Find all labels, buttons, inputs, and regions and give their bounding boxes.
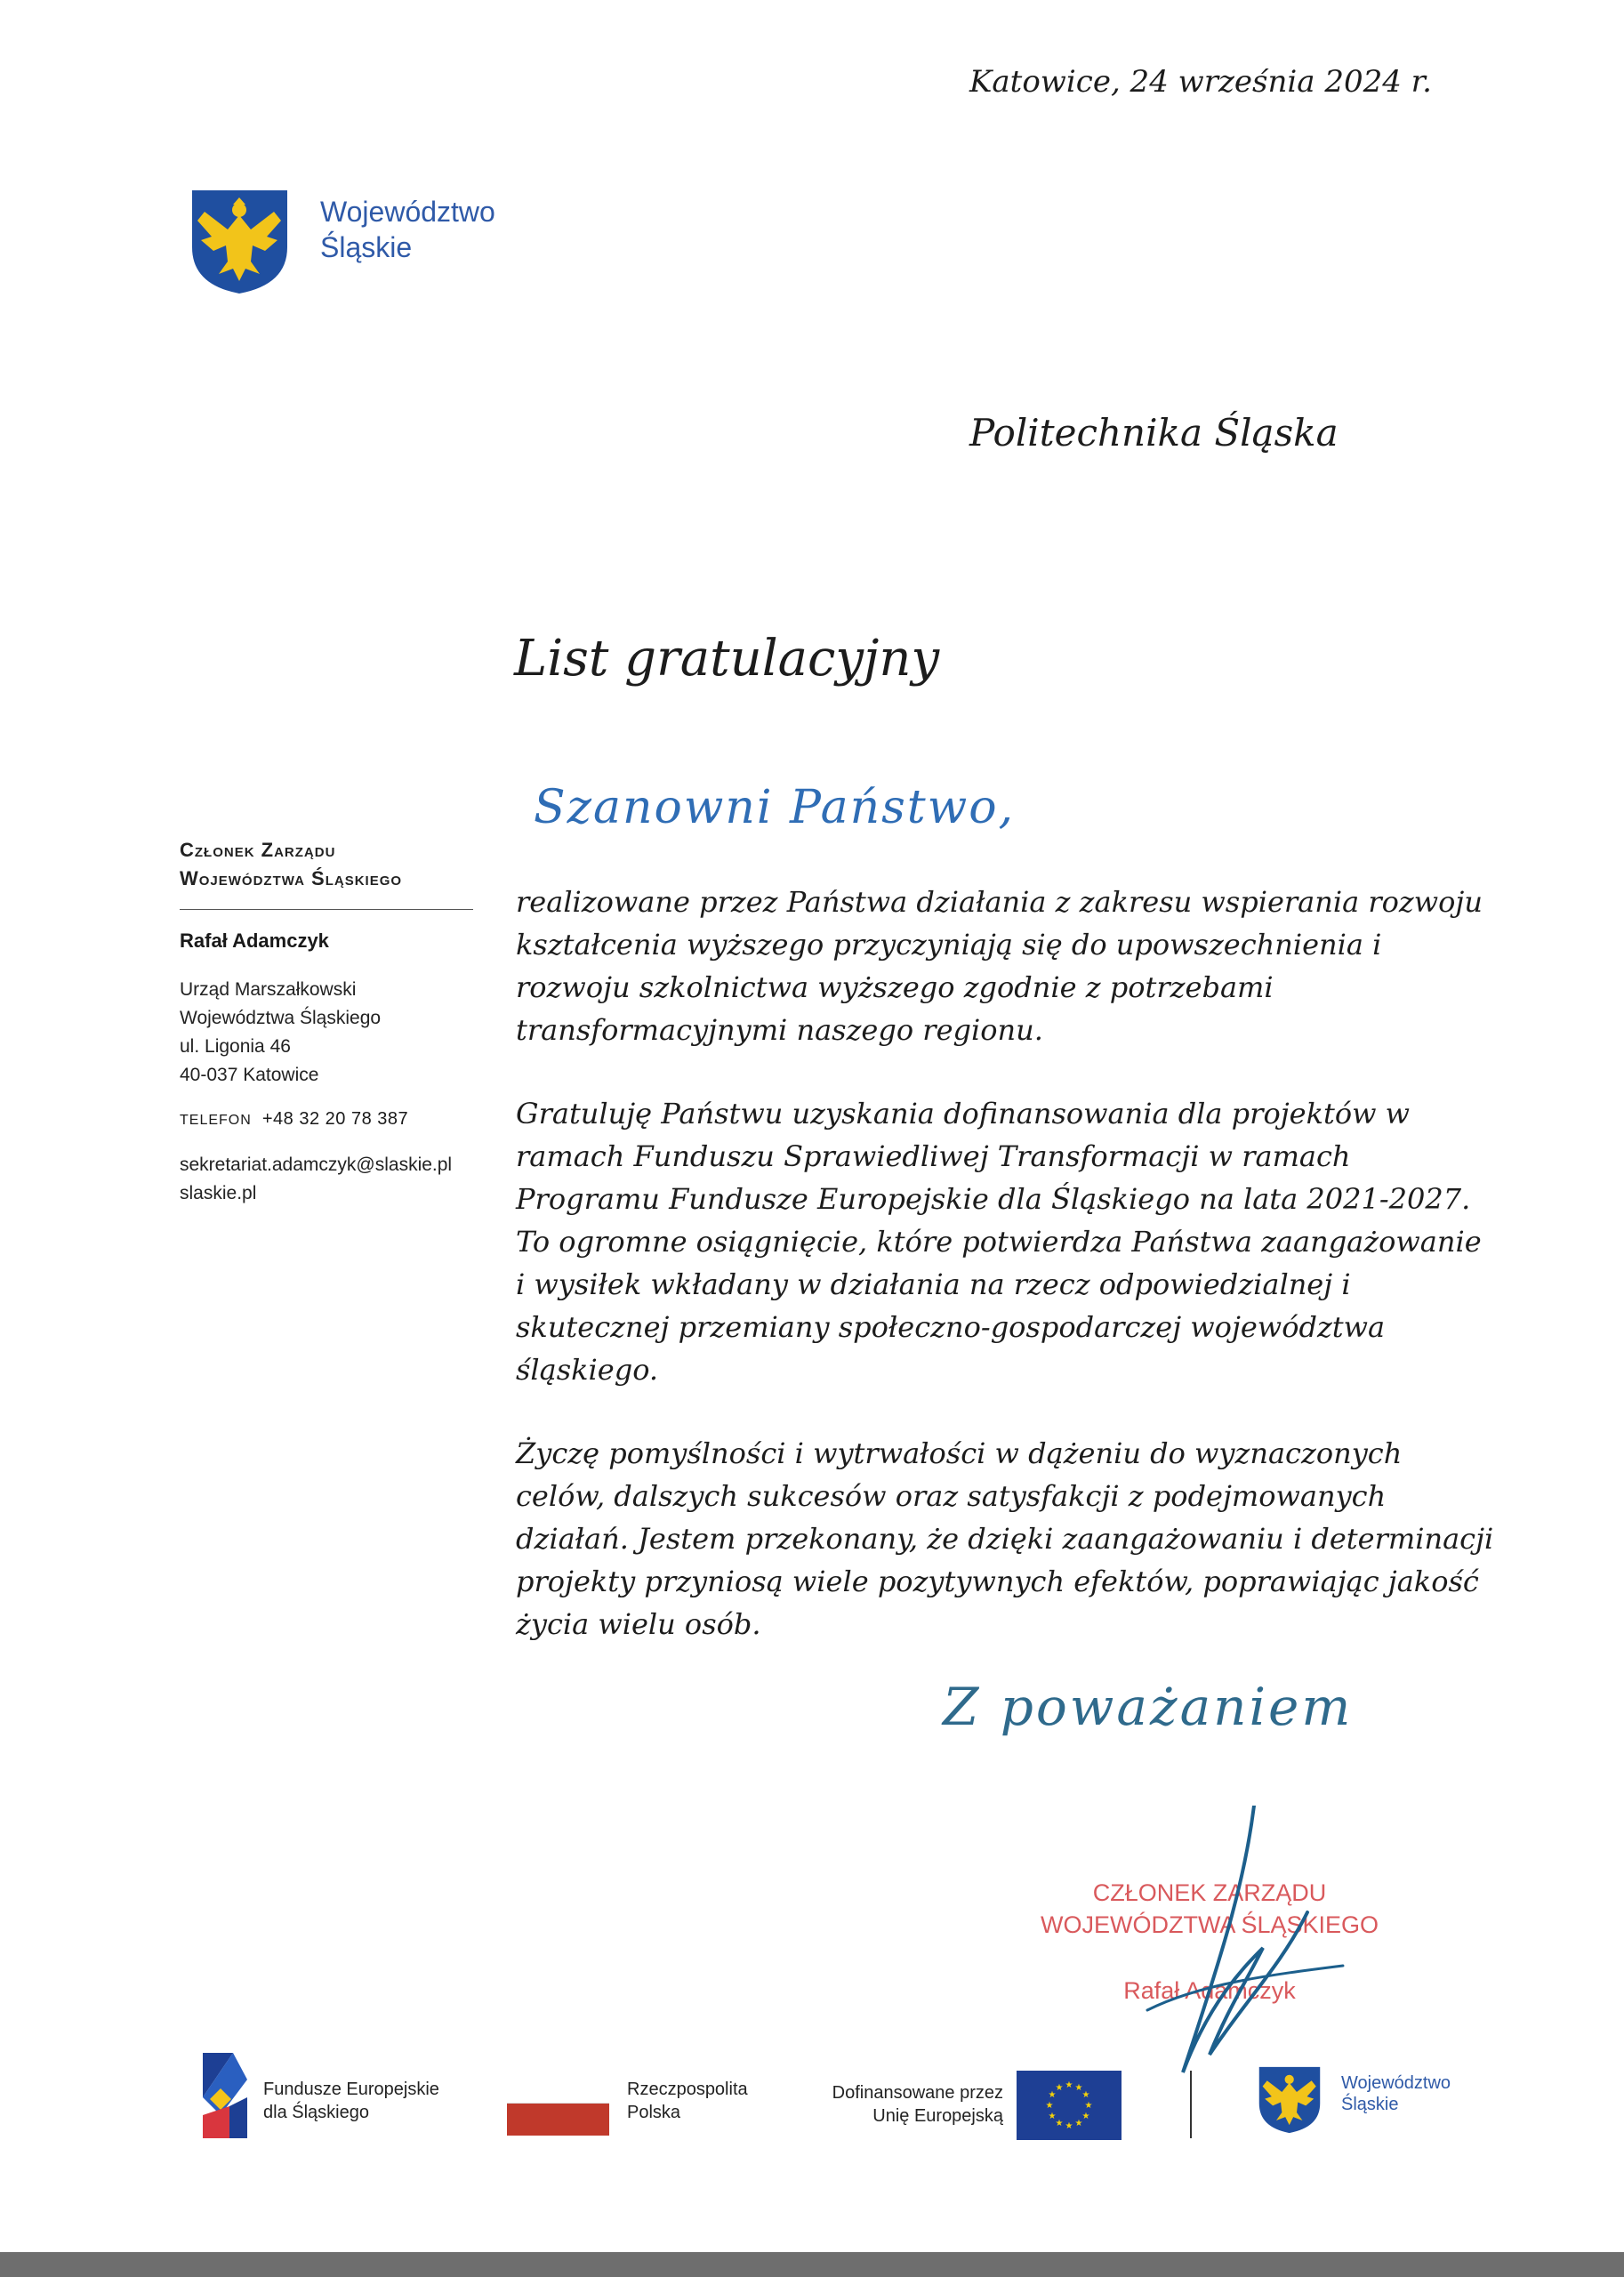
body-paragraph-3: Życzę pomyślności i wytrwałości w dążeniu do wyznaczonych celów, dalszych sukcesów oraz satysfakcji z podejmowanych działań. Jestem przekonany, że dzięki zaangażowaniu i determinacji projekty przyniosą wiele pozytywnych efektów, poprawiając jakość życia wielu osób.: [516, 1436, 1494, 1641]
eu-text-line2: Unię Europejską: [872, 2106, 1003, 2126]
svg-text:★: ★: [1048, 2090, 1057, 2100]
sender-sidebar: [180, 836, 482, 1208]
address-line1: ul. Ligonia 46: [180, 1036, 291, 1057]
phone-number[interactable]: +48 32 20 78 387: [261, 1109, 409, 1129]
scan-edge: [0, 2252, 1624, 2277]
logo-line1: Województwo: [320, 196, 495, 228]
sender-name: Rafał Adamczyk: [180, 929, 329, 952]
polish-flag-icon: [507, 2103, 609, 2136]
silesian-eagle-icon: [1256, 2064, 1323, 2135]
sidebar-divider: [180, 909, 473, 910]
pl-text-line1: Rzeczpospolita: [627, 2080, 748, 2099]
pl-text-line2: Polska: [627, 2103, 681, 2122]
logo-line2: Śląskie: [320, 231, 413, 263]
office-line2: Województwa Śląskiego: [180, 1008, 382, 1028]
recipient: Politechnika Śląska: [969, 411, 1339, 455]
salutation-handwritten: Szanowni Państwo,: [534, 781, 1016, 834]
letter-body: [516, 881, 1494, 1686]
funding-footer: [0, 2046, 1624, 2170]
phone-row: [180, 1109, 482, 1130]
closing-handwritten: Z poważaniem: [943, 1677, 1354, 1737]
fe-text-line1: Fundusze Europejskie: [263, 2080, 439, 2099]
silesian-eagle-icon: [189, 185, 291, 296]
fe-logo-icon: [203, 2053, 247, 2138]
footer-divider: [1190, 2071, 1192, 2138]
email-link[interactable]: sekretariat.adamczyk@slaskie.pl: [180, 1155, 453, 1175]
voivodeship-logo: [189, 185, 562, 301]
svg-text:★: ★: [1045, 2101, 1054, 2111]
svg-text:★: ★: [1048, 2112, 1057, 2121]
address-line2: 40-037 Katowice: [180, 1065, 319, 1085]
voivodeship-logo-footer: [1256, 2064, 1487, 2144]
sender-role-line1: Członek Zarządu: [180, 839, 336, 861]
svg-text:★: ★: [1074, 2119, 1083, 2128]
svg-text:★: ★: [1074, 2083, 1083, 2093]
letter-title: List gratulacyjny: [514, 630, 940, 688]
svg-text:★: ★: [1065, 2080, 1073, 2090]
ws-text-line1: Województwo: [1341, 2073, 1451, 2093]
svg-text:★: ★: [1081, 2112, 1090, 2121]
eu-text-line1: Dofinansowane przez: [832, 2083, 1003, 2103]
website-link[interactable]: slaskie.pl: [180, 1183, 257, 1203]
stamp-line1: CZŁONEK ZARZĄDU: [1092, 1879, 1327, 1906]
fe-text-line2: dla Śląskiego: [263, 2103, 369, 2122]
body-paragraph-2: Gratuluję Państwu uzyskania dofinansowania dla projektów w ramach Funduszu Sprawiedliwej Transformacji w ramach Programu Fundusze Europejskie dla Śląskiego na lata 2021-2027. To ogromne osiągnięcie, które potwierdza Państwa zaangażowanie i wysiłek wkładany w działania na rzecz odpowiedzialnej i skutecznej przemiany społeczno-gospodarczej województwa śląskiego.: [516, 1097, 1482, 1387]
svg-text:★: ★: [1084, 2101, 1093, 2111]
body-paragraph-1: realizowane przez Państwa działania z zakresu wspierania rozwoju kształcenia wyższego przyczyniają się do upowszechnienia i rozwoju szkolnictwa wyższego zgodnie z potrzebami transformacyjnymi naszego regionu.: [516, 885, 1483, 1047]
svg-text:★: ★: [1055, 2083, 1064, 2093]
svg-text:★: ★: [1081, 2090, 1090, 2100]
letter-date: Katowice, 24 września 2024 r.: [969, 64, 1432, 100]
svg-text:★: ★: [1055, 2119, 1064, 2128]
office-line1: Urząd Marszałkowski: [180, 979, 357, 1000]
sender-role-line2: Województwa Śląskiego: [180, 867, 403, 889]
eu-flag-icon: [1017, 2071, 1122, 2140]
ws-text-line2: Śląskie: [1341, 2095, 1399, 2114]
phone-label: TELEFON: [180, 1113, 252, 1128]
stamp-line2: WOJEWÓDZTWA ŚLĄSKIEGO: [1040, 1911, 1379, 1938]
stamp-name: Rafał Adamczyk: [1123, 1977, 1296, 2004]
svg-text:★: ★: [1065, 2121, 1073, 2131]
